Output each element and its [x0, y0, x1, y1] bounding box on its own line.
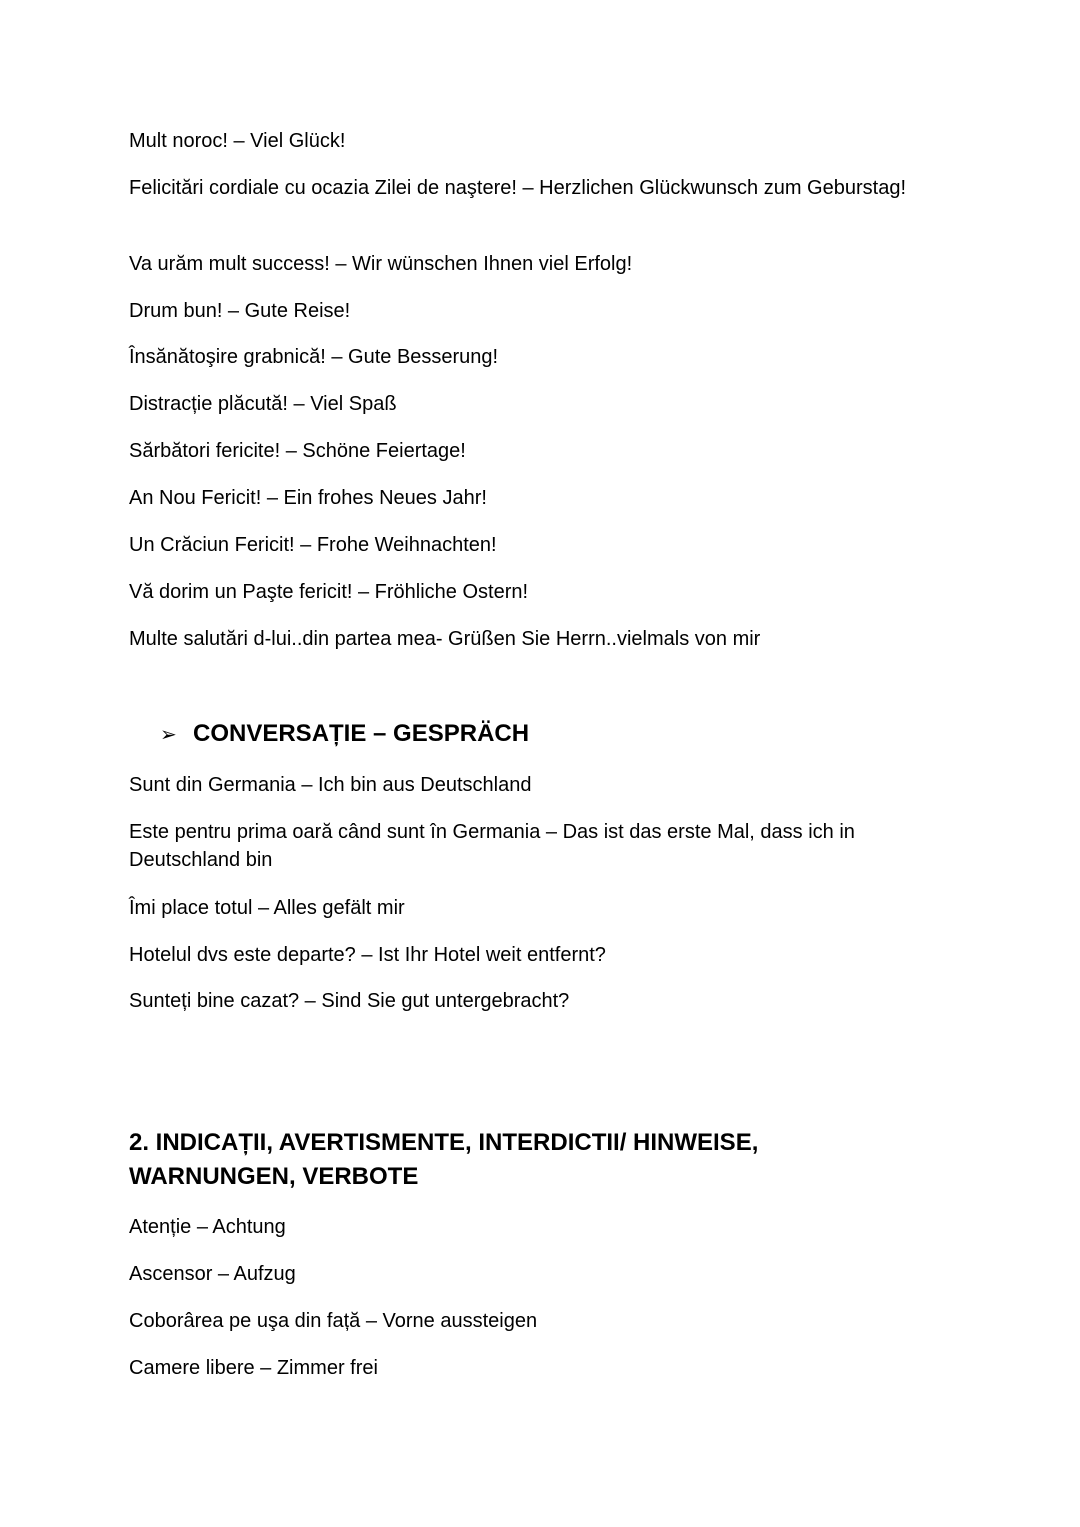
phrase: Sunt din Germania – Ich bin aus Deutschland [129, 774, 532, 796]
phrase: Este pentru prima oară când sunt în Germania – Das ist das erste Mal, dass ich in Deutschland bin [129, 821, 855, 871]
phrase: Atenție – Achtung [129, 1216, 286, 1238]
conversation-heading [160, 717, 960, 751]
phrase: Felicitări cordiale cu ocazia Zilei de naştere! – Herzlichen Glückwunsch zum Geburstag! [129, 177, 907, 199]
phrase: Distracție plăcută! – Viel Spaß [129, 393, 397, 415]
phrase: Coborârea pe uşa din față – Vorne aussteigen [129, 1310, 538, 1332]
phrase: Drum bun! – Gute Reise! [129, 300, 351, 322]
phrase: Multe salutări d-lui..din partea mea- Grüßen Sie Herrn..vielmals von mir [129, 628, 761, 650]
phrase: Hotelul dvs este departe? – Ist Ihr Hotel weit entfernt? [129, 944, 606, 966]
phrase: Mult noroc! – Viel Glück! [129, 130, 346, 152]
arrow-bullet-icon: ➢ [160, 722, 177, 746]
phrase: Un Crăciun Fericit! – Frohe Weihnachten! [129, 534, 497, 556]
phrase: Însănătoşire grabnică! – Gute Besserung! [129, 346, 499, 368]
phrase: Ascensor – Aufzug [129, 1263, 296, 1285]
phrase: Îmi place totul – Alles gefält mir [129, 897, 405, 919]
conversation-heading-text: CONVERSAȚIE – GESPRÄCH [193, 720, 530, 747]
section2-heading: 2. INDICAȚII, AVERTISMENTE, INTERDICTII/ HINWEISE, WARNUNGEN, VERBOTE [129, 1129, 759, 1190]
phrase: An Nou Fericit! – Ein frohes Neues Jahr! [129, 487, 487, 509]
phrase: Vă dorim un Paşte fericit! – Fröhliche Ostern! [129, 581, 529, 603]
phrase: Sunteți bine cazat? – Sind Sie gut untergebracht? [129, 990, 570, 1012]
phrase: Sărbători fericite! – Schöne Feiertage! [129, 440, 466, 462]
phrase: Camere libere – Zimmer frei [129, 1357, 378, 1379]
phrase: Va urăm mult success! – Wir wünschen Ihnen viel Erfolg! [129, 253, 633, 275]
